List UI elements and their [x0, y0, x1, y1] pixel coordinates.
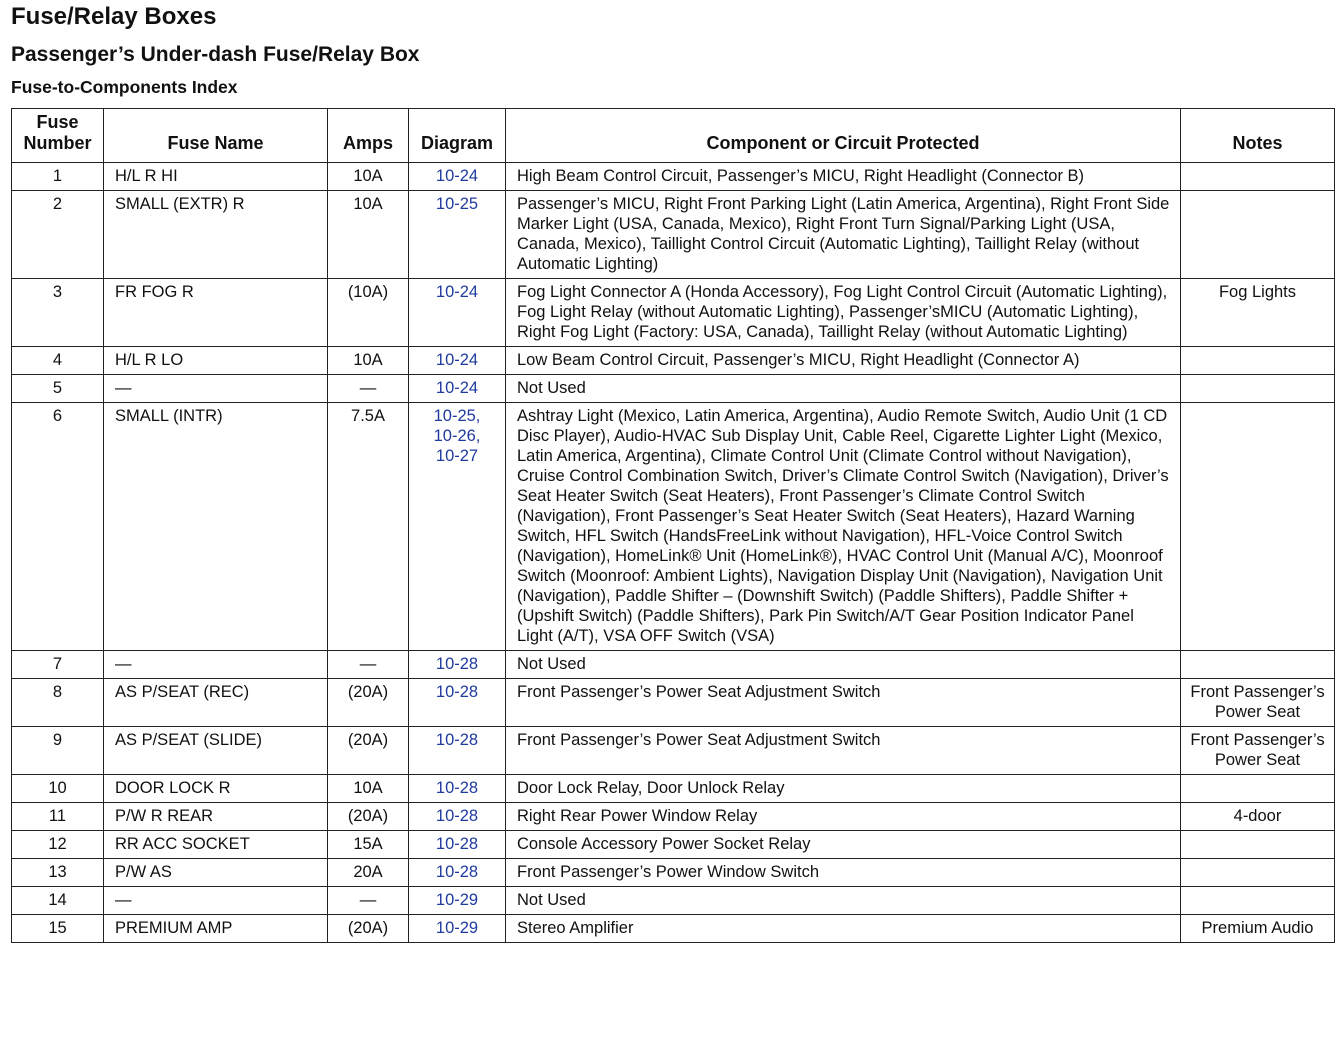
fuse-number-cell: 14 [12, 887, 104, 915]
table-row [12, 727, 1335, 775]
table-header-row [12, 109, 1335, 163]
fuse-number-cell: 4 [12, 347, 104, 375]
amps-cell: (10A) [328, 279, 409, 347]
notes-cell [1181, 163, 1335, 191]
diagram-cell [409, 651, 506, 679]
header-diagram: Diagram [409, 109, 506, 163]
fuse-name-cell: AS P/SEAT (SLIDE) [104, 727, 328, 775]
amps-cell: (20A) [328, 679, 409, 727]
table-row [12, 347, 1335, 375]
amps-cell: — [328, 651, 409, 679]
table-row [12, 375, 1335, 403]
fuse-number-cell: 12 [12, 831, 104, 859]
fuse-name-cell: RR ACC SOCKET [104, 831, 328, 859]
fuse-number-cell: 8 [12, 679, 104, 727]
table-row [12, 679, 1335, 727]
diagram-cell [409, 679, 506, 727]
fuse-name-cell: FR FOG R [104, 279, 328, 347]
fuse-name-cell: SMALL (INTR) [104, 403, 328, 651]
page-title: Fuse/Relay Boxes [11, 3, 217, 30]
component-cell: Right Rear Power Window Relay [506, 803, 1181, 831]
table-row [12, 191, 1335, 279]
amps-cell: — [328, 887, 409, 915]
table-row [12, 915, 1335, 943]
diagram-cell [409, 727, 506, 775]
diagram-cell [409, 347, 506, 375]
notes-cell [1181, 375, 1335, 403]
fuse-name-cell: AS P/SEAT (REC) [104, 679, 328, 727]
amps-cell: (20A) [328, 803, 409, 831]
diagram-cell [409, 191, 506, 279]
component-cell: Front Passenger’s Power Seat Adjustment Switch [506, 727, 1181, 775]
fuse-name-cell: DOOR LOCK R [104, 775, 328, 803]
fuse-name-cell: H/L R LO [104, 347, 328, 375]
notes-cell: Front Passenger’s Power Seat [1181, 679, 1335, 727]
diagram-link[interactable]: 10-24 [435, 379, 479, 397]
component-cell: Stereo Amplifier [506, 915, 1181, 943]
diagram-link[interactable]: 10-29 [435, 919, 479, 937]
notes-cell [1181, 403, 1335, 651]
fuse-number-cell: 1 [12, 163, 104, 191]
amps-cell: 10A [328, 347, 409, 375]
diagram-cell [409, 887, 506, 915]
component-cell: Not Used [506, 887, 1181, 915]
fuse-number-cell: 5 [12, 375, 104, 403]
component-cell: Console Accessory Power Socket Relay [506, 831, 1181, 859]
fuse-index-table [11, 108, 1335, 943]
fuse-name-cell: P/W R REAR [104, 803, 328, 831]
amps-cell: (20A) [328, 727, 409, 775]
page-subtitle: Passenger’s Under-dash Fuse/Relay Box [11, 43, 420, 66]
amps-cell: 20A [328, 859, 409, 887]
notes-cell: Fog Lights [1181, 279, 1335, 347]
diagram-link[interactable]: 10-28 [435, 807, 479, 825]
diagram-cell [409, 831, 506, 859]
table-row [12, 403, 1335, 651]
fuse-number-cell: 7 [12, 651, 104, 679]
fuse-number-cell: 15 [12, 915, 104, 943]
section-heading: Fuse-to-Components Index [11, 77, 238, 97]
amps-cell: 7.5A [328, 403, 409, 651]
diagram-link[interactable]: 10-26, [433, 427, 481, 445]
diagram-cell [409, 375, 506, 403]
fuse-name-cell: SMALL (EXTR) R [104, 191, 328, 279]
notes-cell [1181, 347, 1335, 375]
header-component: Component or Circuit Protected [506, 109, 1181, 163]
notes-cell: Front Passenger’s Power Seat [1181, 727, 1335, 775]
component-cell: Passenger’s MICU, Right Front Parking Light (Latin America, Argentina), Right Front Side Marker Light (USA, Canada, Mexico), Right Front Turn Signal/Parking Light (USA, Canada, Mexico), Taillight Control Circuit (Automatic Lighting), Taillight Relay (without Automatic Lighting) [506, 191, 1181, 279]
component-cell: Front Passenger’s Power Window Switch [506, 859, 1181, 887]
fuse-number-cell: 2 [12, 191, 104, 279]
header-notes: Notes [1181, 109, 1335, 163]
notes-cell [1181, 191, 1335, 279]
component-cell: Fog Light Connector A (Honda Accessory), Fog Light Control Circuit (Automatic Lighting), Fog Light Relay (without Automatic Lighting), Passenger’sMICU (Automatic Lighting), Right Fog Light (Factory: USA, Canada), Taillight Relay (without Automatic Lighting) [506, 279, 1181, 347]
table-body [12, 163, 1335, 943]
notes-cell [1181, 775, 1335, 803]
component-cell: Not Used [506, 375, 1181, 403]
header-fuse-number: Fuse Number [12, 109, 104, 163]
diagram-link[interactable]: 10-29 [435, 891, 479, 909]
table-row [12, 163, 1335, 191]
diagram-link[interactable]: 10-24 [435, 351, 479, 369]
table-row [12, 775, 1335, 803]
diagram-cell [409, 859, 506, 887]
amps-cell: — [328, 375, 409, 403]
table-row [12, 279, 1335, 347]
notes-cell [1181, 831, 1335, 859]
diagram-cell [409, 403, 506, 651]
notes-cell [1181, 859, 1335, 887]
fuse-number-cell: 6 [12, 403, 104, 651]
diagram-cell [409, 775, 506, 803]
amps-cell: 10A [328, 191, 409, 279]
table-row [12, 831, 1335, 859]
fuse-number-cell: 11 [12, 803, 104, 831]
component-cell: Not Used [506, 651, 1181, 679]
fuse-name-cell: — [104, 887, 328, 915]
notes-cell: 4-door [1181, 803, 1335, 831]
fuse-number-cell: 3 [12, 279, 104, 347]
fuse-name-cell: P/W AS [104, 859, 328, 887]
amps-cell: 10A [328, 163, 409, 191]
diagram-cell [409, 279, 506, 347]
diagram-cell [409, 163, 506, 191]
notes-cell [1181, 651, 1335, 679]
fuse-number-cell: 9 [12, 727, 104, 775]
fuse-number-cell: 10 [12, 775, 104, 803]
diagram-cell [409, 915, 506, 943]
diagram-link[interactable]: 10-28 [435, 683, 479, 701]
diagram-link[interactable]: 10-28 [435, 731, 479, 749]
notes-cell: Premium Audio [1181, 915, 1335, 943]
table-row [12, 887, 1335, 915]
amps-cell: 15A [328, 831, 409, 859]
diagram-link[interactable]: 10-27 [435, 447, 479, 465]
fuse-name-cell: — [104, 651, 328, 679]
amps-cell: (20A) [328, 915, 409, 943]
notes-cell [1181, 887, 1335, 915]
fuse-number-cell: 13 [12, 859, 104, 887]
diagram-link[interactable]: 10-28 [435, 835, 479, 853]
diagram-link[interactable]: 10-25, [433, 407, 481, 425]
component-cell: Low Beam Control Circuit, Passenger’s MICU, Right Headlight (Connector A) [506, 347, 1181, 375]
amps-cell: 10A [328, 775, 409, 803]
diagram-link[interactable]: 10-28 [435, 863, 479, 881]
component-cell: Front Passenger’s Power Seat Adjustment Switch [506, 679, 1181, 727]
diagram-link[interactable]: 10-28 [435, 779, 479, 797]
header-fuse-name: Fuse Name [104, 109, 328, 163]
diagram-link[interactable]: 10-24 [435, 167, 479, 185]
fuse-name-cell: PREMIUM AMP [104, 915, 328, 943]
fuse-name-cell: H/L R HI [104, 163, 328, 191]
fuse-name-cell: — [104, 375, 328, 403]
component-cell: Door Lock Relay, Door Unlock Relay [506, 775, 1181, 803]
table-row [12, 803, 1335, 831]
diagram-link[interactable]: 10-25 [435, 195, 479, 213]
table-row [12, 651, 1335, 679]
diagram-link[interactable]: 10-28 [435, 655, 479, 673]
diagram-cell [409, 803, 506, 831]
header-amps: Amps [328, 109, 409, 163]
table-row [12, 859, 1335, 887]
diagram-link[interactable]: 10-24 [435, 283, 479, 301]
component-cell: High Beam Control Circuit, Passenger’s MICU, Right Headlight (Connector B) [506, 163, 1181, 191]
component-cell: Ashtray Light (Mexico, Latin America, Argentina), Audio Remote Switch, Audio Unit (1 CD Disc Player), Audio-HVAC Sub Display Unit, Cable Reel, Cigarette Lighter Light (Mexico, Latin America, Argentina), Climate Control Unit (Climate Control without Navigation), Cruise Control Combination Switch, Driver’s Climate Control Switch (Navigation), Driver’s Seat Heater Switch (Seat Heaters), Front Passenger’s Climate Control Switch (Navigation), Front Passenger’s Seat Heater Switch (Seat Heaters), Hazard Warning Switch, HFL Switch (HandsFreeLink without Navigation), HFL-Voice Control Switch (Navigation), HomeLink® Unit (HomeLink®), HVAC Control Unit (Manual A/C), Moonroof Switch (Moonroof: Ambient Lights), Navigation Display Unit (Navigation), Navigation Unit (Navigation), Paddle Shifter – (Downshift Switch) (Paddle Shifters), Paddle Shifter + (Upshift Switch) (Paddle Shifters), Park Pin Switch/A/T Gear Position Indicator Panel Light (A/T), VSA OFF Switch (VSA) [506, 403, 1181, 651]
